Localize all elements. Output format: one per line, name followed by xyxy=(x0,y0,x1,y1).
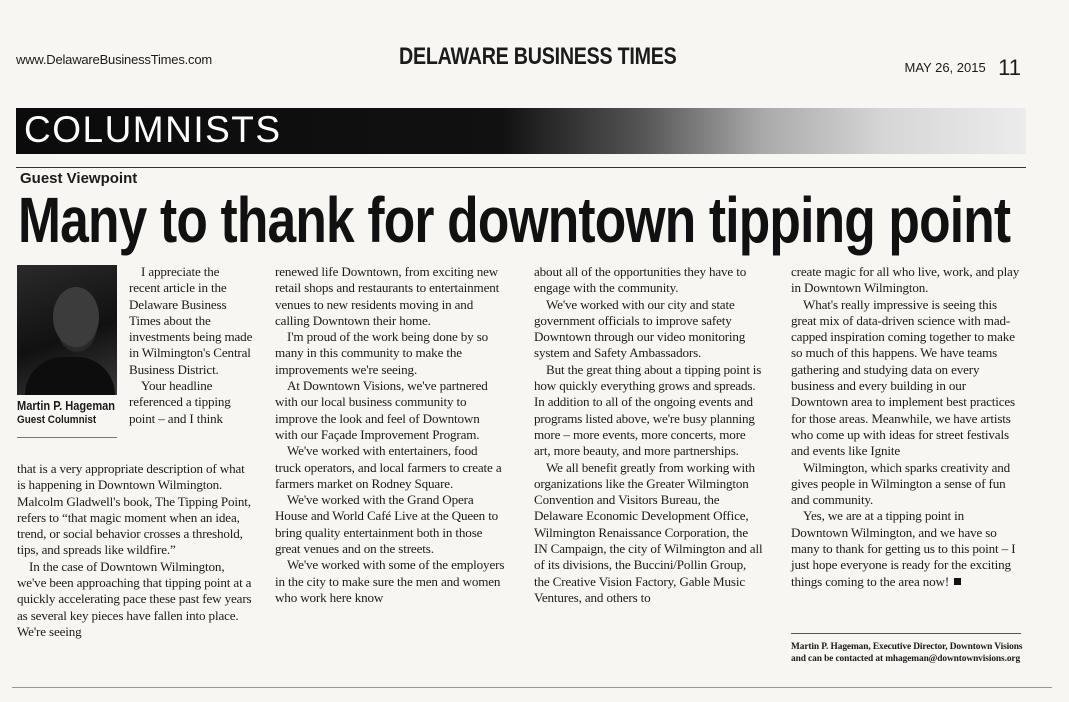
byline-rule xyxy=(17,437,117,438)
author-name: Martin P. Hageman xyxy=(17,398,116,413)
paragraph: We've worked with some of the employers in the city to make sure the men and women who work here know xyxy=(275,557,505,605)
column-2 xyxy=(275,264,505,606)
paragraph: renewed life Downtown, from exciting new retail shops and restaurants to entertainment venues to new residents moving in and calling Downtown their home. xyxy=(275,264,500,328)
column-1-continued xyxy=(17,461,252,640)
paragraph: In the case of Downtown Wilmington, we've been approaching that tipping point at a quickly accelerating pace these past few years as several key pieces have fallen into place. We're seeing xyxy=(17,558,252,639)
paragraph: Wilmington, which sparks creativity and gives people in Wilmington a sense of fun and community. xyxy=(791,459,1011,508)
author-bio: Martin P. Hageman, Executive Director, Downtown Visions and can be contacted at mhageman@downtownvisions.org xyxy=(791,642,1023,664)
section-rule xyxy=(16,167,1026,168)
page-number: 11 xyxy=(998,55,1021,80)
paragraph xyxy=(791,508,1023,589)
column-3 xyxy=(534,264,764,606)
paragraph: We've worked with entertainers, food truck operators, and local farmers to create a farmers market on Rodney Square. xyxy=(275,443,502,491)
newspaper-name: DELAWARE BUSINESS TIMES xyxy=(399,43,677,70)
site-url[interactable]: www.DelawareBusinessTimes.com xyxy=(16,52,212,67)
paragraph: about all of the opportunities they have to engage with the community. xyxy=(534,264,747,296)
publication-date: MAY 26, 2015 xyxy=(904,60,986,75)
author-photo xyxy=(17,265,117,395)
paragraph: But the great thing about a tipping point is how quickly everything grows and spreads. In addition to all of the ongoing events and programs listed above, we're busy planning more – more events, more concerts, more art, more beauty, and more partnerships. xyxy=(534,361,762,459)
closing-text: Yes, we are at a tipping point in Downtown Wilmington, and we have so many to thank for getting us to this point – I just hope everyone is ready for the exciting things coming to the area now! xyxy=(791,508,1016,589)
paragraph: We all benefit greatly from working with organizations like the Greater Wilmington Convention and Visitors Bureau, the Delaware Economic Development Office, Wilmington Renaissance Corporation, the IN Campaign, the city of Wilmington and all of its divisions, the Buccini/Pollin Group, the Creative Vision Factory, Gable Music Ventures, and others to xyxy=(534,459,763,605)
column-1-side xyxy=(129,264,253,427)
page-bottom-rule xyxy=(12,687,1052,688)
paragraph: What's really impressive is seeing this great mix of data-driven science with mad-capped inspiration coming together to make so much of this happens. We have teams gathering and studying data on every business and every building in our Downtown area to implement best practices for those areas. Meanwhile, we have artists who come up with ideas for street festivals and events like Ignite xyxy=(791,296,1016,459)
author-photo-face xyxy=(53,287,99,347)
article-kicker: Guest Viewpoint xyxy=(20,170,138,187)
paragraph: that is a very appropriate description of what is happening in Downtown Wilmington. Malcolm Gladwell's book, The Tipping Point, refers to “that magic moment when an idea, trend, or social behavior crosses a threshold, tips, and spreads like wildfire.” xyxy=(17,461,251,558)
paragraph: Your headline referenced a tipping point – and I think xyxy=(129,378,231,426)
page-header-right xyxy=(905,52,1021,78)
section-banner xyxy=(16,108,1026,154)
bio-rule xyxy=(791,633,1021,634)
author-role: Guest Columnist xyxy=(17,414,97,426)
author-photo-shoulders xyxy=(25,357,115,395)
paragraph: We've worked with our city and state government officials to improve safety Downtown through our video monitoring system and Safety Ambassadors. xyxy=(534,296,746,361)
column-4 xyxy=(791,264,1023,590)
paragraph: At Downtown Visions, we've partnered with our local business community to improve the look and feel of Downtown with our Façade Improvement Program. xyxy=(275,378,488,442)
paragraph: create magic for all who live, work, and play in Downtown Wilmington. xyxy=(791,264,1020,296)
article-headline: Many to thank for downtown tipping point xyxy=(18,184,1011,256)
paragraph: We've worked with the Grand Opera House and World Café Live at the Queen to bring quality entertainment both in those great venues and on the streets. xyxy=(275,492,499,557)
end-of-article-mark xyxy=(954,578,961,585)
paragraph: I'm proud of the work being done by so many in this community to make the improvements we're seeing. xyxy=(275,329,489,377)
section-title: COLUMNISTS xyxy=(24,109,282,150)
author-byline xyxy=(17,398,132,428)
paragraph: I appreciate the recent article in the Delaware Business Times about the investments being made in Wilmington's Central Business District. xyxy=(129,264,253,377)
